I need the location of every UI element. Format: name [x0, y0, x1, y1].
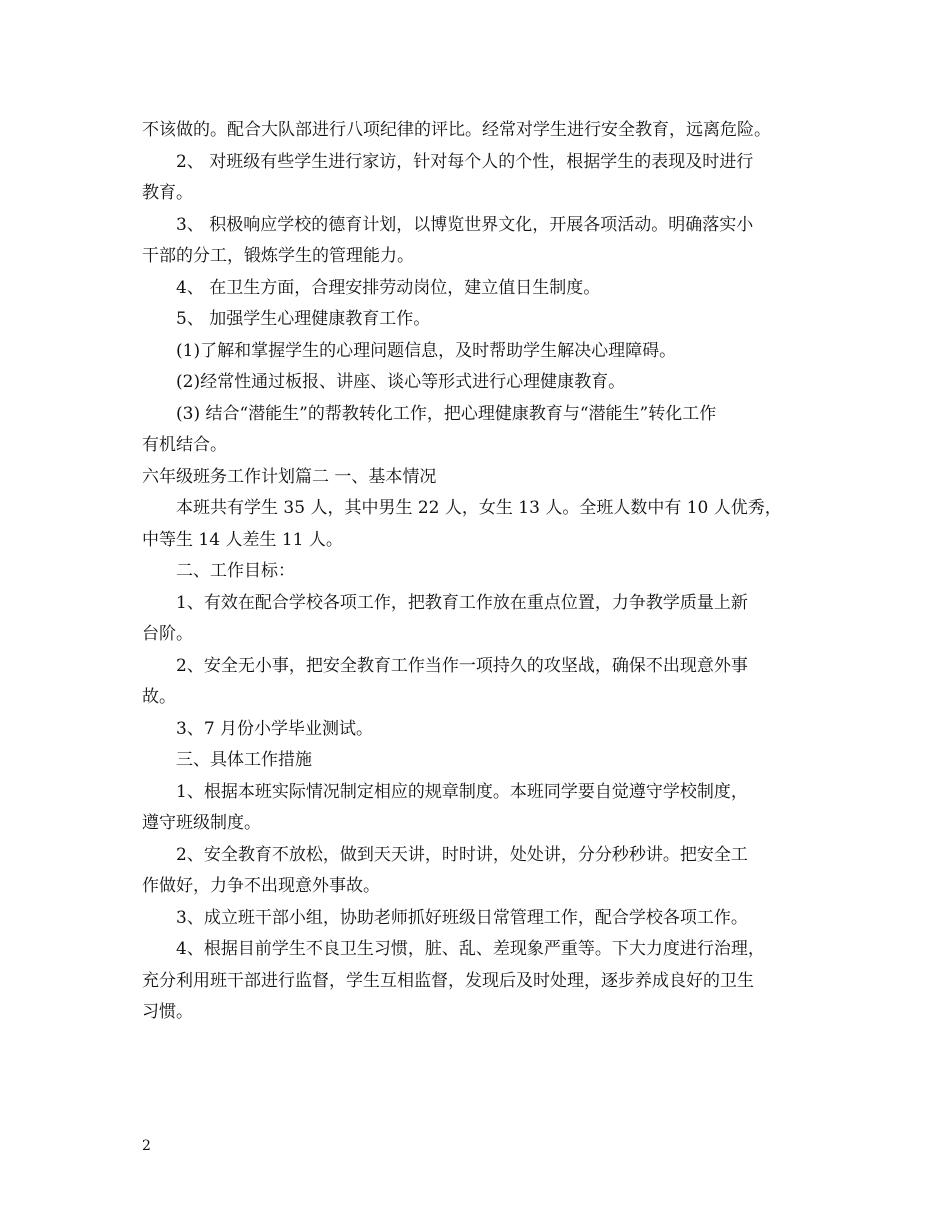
text-line: 不该做的。配合大队部进行八项纪律的评比。经常对学生进行安全教育，远离危险。 — [142, 120, 771, 140]
text-line: 干部的分工，锻炼学生的管理能力。 — [142, 246, 414, 266]
text-line: 故。 — [142, 687, 176, 707]
text-line: 3、7 月份小学毕业测试。 — [176, 718, 374, 739]
document-body — [142, 115, 822, 1029]
page-number: 2 — [142, 1138, 151, 1154]
text-line: 教育。 — [142, 183, 193, 203]
text-line: 充分利用班干部进行监督，学生互相监督，发现后及时处理，逐步养成良好的卫生 — [142, 970, 754, 991]
text-line: (3) 结合“潜能生”的帮教转化工作，把心理健康教育与“潜能生”转化工作 — [176, 403, 717, 424]
text-line: (2)经常性通过板报、讲座、谈心等形式进行心理健康教育。 — [176, 372, 626, 392]
text-line: 习惯。 — [142, 1002, 193, 1022]
text-line: 2、安全无小事，把安全教育工作当作一项持久的攻坚战，确保不出现意外事 — [176, 655, 748, 676]
text-line: (1)了解和掌握学生的心理问题信息，及时帮助学生解决心理障碍。 — [176, 340, 677, 361]
text-line: 5、 加强学生心理健康教育工作。 — [176, 309, 431, 329]
text-line: 六年级班务工作计划篇二 一、基本情况 — [142, 466, 437, 487]
text-line: 本班共有学生 35 人，其中男生 22 人，女生 13 人。全班人数中有 10 人优秀， — [176, 498, 782, 518]
text-line: 2、安全教育不放松，做到天天讲，时时讲，处处讲，分分秒秒讲。把安全工 — [176, 844, 748, 865]
text-line: 台阶。 — [142, 624, 193, 644]
text-line: 4、根据目前学生不良卫生习惯，脏、乱、差现象严重等。下大力度进行治理， — [176, 939, 765, 959]
text-line: 2、 对班级有些学生进行家访，针对每个人的个性，根据学生的表现及时进行 — [176, 151, 754, 172]
text-line: 作做好，力争不出现意外事故。 — [142, 876, 380, 896]
text-line: 有机结合。 — [142, 435, 227, 455]
text-line: 3、成立班干部小组，协助老师抓好班级日常管理工作，配合学校各项工作。 — [176, 907, 748, 928]
text-line: 遵守班级制度。 — [142, 813, 261, 833]
text-line: 二、工作目标： — [176, 561, 295, 581]
text-line: 3、 积极响应学校的德育计划，以博览世界文化，开展各项活动。明确落实小 — [176, 214, 754, 235]
text-line: 三、具体工作措施 — [176, 750, 312, 770]
text-line: 1、有效在配合学校各项工作，把教育工作放在重点位置，力争教学质量上新 — [176, 592, 748, 613]
text-line: 中等生 14 人差生 11 人。 — [142, 529, 343, 550]
text-line: 4、 在卫生方面，合理安排劳动岗位，建立值日生制度。 — [176, 277, 601, 298]
text-line: 1、根据本班实际情况制定相应的规章制度。本班同学要自觉遵守学校制度， — [176, 781, 748, 802]
